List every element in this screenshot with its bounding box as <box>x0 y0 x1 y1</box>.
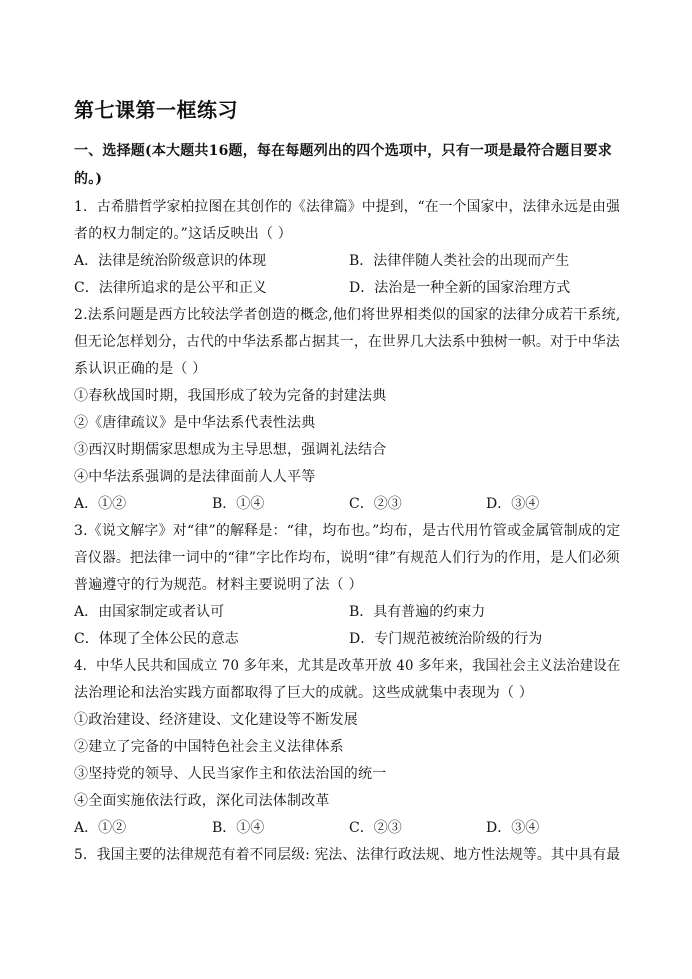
q4-stem-line-1: 4．中华人民共和国成立 70 多年来，尤其是改革开放 40 多年来，我国社会主义法治建设在 <box>74 658 621 674</box>
section-heading-line-2: 的。) <box>74 171 103 187</box>
q3-stem-line-1: 3.《说文解字》对“律”的解释是：“律，均布也。”均布，是古代用竹管或金属管制成的定 <box>74 523 621 539</box>
q2-statement-1: ①春秋战国时期，我国形成了较为完备的封建法典 <box>74 388 387 404</box>
q2-option-c: C．②③ <box>349 496 402 512</box>
q1-stem-line-2: 者的权力制定的。”这话反映出（ ） <box>74 226 293 242</box>
q2-statement-4: ④中华法系强调的是法律面前人人平等 <box>74 469 316 485</box>
q4-option-c: C．②③ <box>349 820 402 836</box>
q3-option-a: A．由国家制定或者认可 <box>74 604 225 620</box>
q2-option-b: B．①④ <box>212 496 265 512</box>
q2-statement-3: ③西汉时期儒家思想成为主导思想，强调礼法结合 <box>74 442 387 458</box>
q4-statement-2: ②建立了完备的中国特色社会主义法律体系 <box>74 739 344 755</box>
q5-stem-line-1: 5．我国主要的法律规范有着不同层级: 宪法、法律行政法规、地方性法规等。其中具有最 <box>74 847 621 863</box>
q3-option-d: D．专门规范被统治阶级的行为 <box>349 631 543 647</box>
q3-stem-line-2: 音仪器。把法律一词中的“律”字比作均布，说明“律”有规范人们行为的作用，是人们必须 <box>74 550 620 566</box>
q4-statement-1: ①政治建设、经济建设、文化建设等不断发展 <box>74 712 358 728</box>
q4-stem-line-2: 法治理论和法治实践方面都取得了巨大的成就。这些成就集中表现为（ ） <box>74 685 534 701</box>
q2-stem-line-2: 但无论怎样划分，古代的中华法系都占据其一，在世界几大法系中独树一帜。对于中华法 <box>74 334 620 350</box>
q2-statement-2: ②《唐律疏议》是中华法系代表性法典 <box>74 415 316 431</box>
q4-option-b: B．①④ <box>212 820 265 836</box>
section-heading-line-1: 一、选择题(本大题共16题，每在每题列出的四个选项中，只有一项是最符合题目要求 <box>74 143 612 159</box>
q1-option-a: A．法律是统治阶级意识的体现 <box>74 253 267 269</box>
q3-option-b: B．具有普遍的约束力 <box>349 604 486 620</box>
q3-option-c: C．体现了全体公民的意志 <box>74 631 239 647</box>
page-title: 第七课第一框练习 <box>74 98 238 122</box>
q2-stem-line-1: 2.法系问题是西方比较法学者创造的概念,他们将世界相类似的国家的法律分成若干系统, <box>74 307 621 323</box>
q3-stem-line-3: 普遍遵守的行为规范。材料主要说明了法（ ） <box>74 577 363 593</box>
q1-option-d: D．法治是一种全新的国家治理方式 <box>349 280 571 296</box>
q4-statement-3: ③坚持党的领导、人民当家作主和依法治国的统一 <box>74 766 387 782</box>
q4-statement-4: ④全面实施依法行政，深化司法体制改革 <box>74 793 330 809</box>
q1-stem-line-1: 1．古希腊哲学家柏拉图在其创作的《法律篇》中提到，“在一个国家中，法律永远是由强 <box>74 199 621 215</box>
q1-option-b: B．法律伴随人类社会的出现而产生 <box>349 253 570 269</box>
q1-option-c: C．法律所追求的是公平和正义 <box>74 280 267 296</box>
q2-stem-line-3: 系认识正确的是（ ） <box>74 361 207 377</box>
q4-option-a: A．①② <box>74 820 127 836</box>
q2-option-a: A．①② <box>74 496 127 512</box>
q4-option-d: D．③④ <box>486 820 540 836</box>
q2-option-d: D．③④ <box>486 496 540 512</box>
